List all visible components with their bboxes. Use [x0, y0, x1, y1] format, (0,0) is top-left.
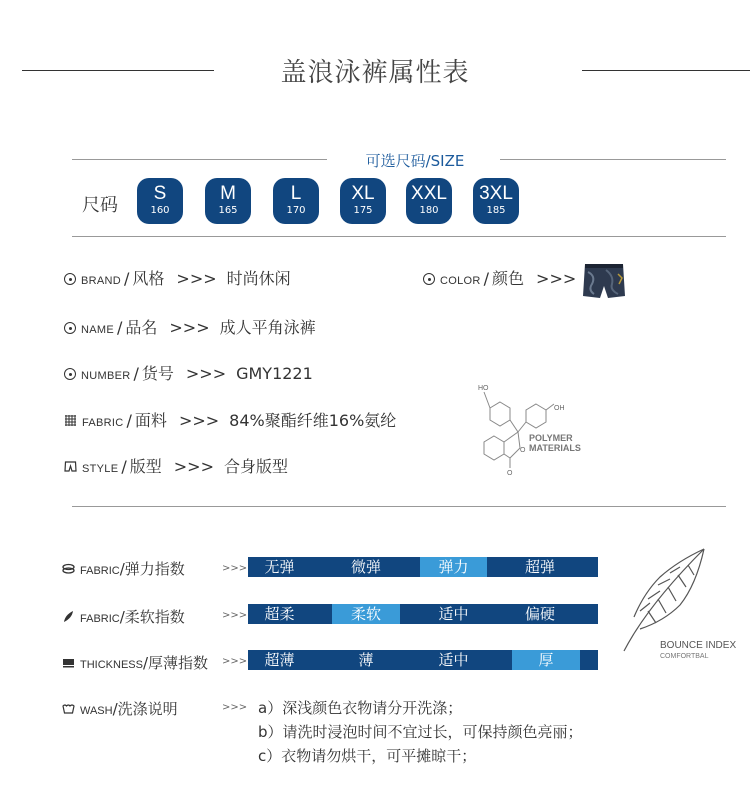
circle-dot-icon	[64, 273, 76, 285]
index-elasticity-label: FABRIC/弹力指数	[62, 558, 185, 579]
size-badge-xl	[340, 178, 386, 224]
elasticity-option-selected: 弹力	[420, 557, 487, 577]
wash-basin-icon	[62, 702, 75, 715]
size-code: M	[220, 183, 236, 204]
size-badge-l	[273, 178, 319, 224]
circle-dot-icon	[64, 368, 76, 380]
size-divider	[72, 236, 726, 237]
index-en: FABRIC	[80, 613, 120, 625]
attr-name: NAME / 品名 >>> 成人平角泳裤	[64, 315, 316, 338]
index-arrows: >>>	[222, 610, 248, 621]
size-label: 尺码	[82, 195, 118, 216]
attr-value: 时尚休闲	[226, 269, 291, 288]
attr-en: FABRIC	[82, 417, 124, 429]
attr-cn: 品名	[125, 318, 158, 337]
size-badge-m	[205, 178, 251, 224]
grid-icon	[64, 414, 77, 427]
attr-cn: 面料	[134, 411, 167, 430]
molecule-oh-right: OH	[554, 405, 565, 412]
attr-fabric: FABRIC / 面料 >>> 84%聚酯纤维16%氨纶	[64, 408, 396, 431]
size-height: 170	[286, 205, 306, 216]
attr-en: BRAND	[81, 275, 122, 287]
size-code: XL	[351, 183, 375, 204]
thickness-option-selected: 厚	[512, 650, 580, 670]
attr-cn: 版型	[129, 457, 162, 476]
size-height: 160	[150, 205, 170, 216]
elasticity-option: 超弹	[524, 558, 555, 576]
molecule-oh-top: HO	[478, 385, 489, 392]
bounce-index-label: BOUNCE INDEX	[660, 640, 737, 651]
index-cn: 柔软指数	[124, 608, 185, 626]
attr-arrows: >>>	[536, 269, 577, 288]
size-badge-3xl	[473, 178, 519, 224]
polymer-materials-label	[529, 433, 581, 453]
index-en: THICKNESS	[80, 659, 143, 671]
polymer-label: POLYMER	[529, 433, 573, 443]
attr-arrows: >>>	[169, 318, 210, 337]
attr-arrows: >>>	[176, 269, 217, 288]
wash-en: WASH	[80, 705, 113, 717]
size-rule-right	[500, 159, 726, 160]
attr-arrows: >>>	[178, 411, 220, 430]
size-code: XXL	[411, 183, 447, 204]
size-badge-xxl	[406, 178, 452, 224]
softness-option: 超柔	[264, 605, 295, 623]
size-rule-left	[72, 159, 327, 160]
comfort-label: COMFORTBAL	[660, 653, 709, 660]
attr-value: 84%聚酯纤维16%氨纶	[229, 411, 397, 430]
molecule-o-carbonyl: O	[507, 470, 513, 476]
attr-style: STYLE / 版型 >>> 合身版型	[64, 454, 288, 477]
spring-icon	[62, 562, 75, 575]
wash-line: c）衣物请勿烘干，可平摊晾干；	[258, 747, 477, 765]
wash-arrows: >>>	[222, 702, 248, 713]
attr-en: NAME	[81, 324, 114, 336]
size-height: 175	[353, 205, 373, 216]
page-title: 盖浪泳裤属性表	[280, 58, 470, 88]
thickness-option: 超薄	[264, 651, 295, 669]
attr-value: 成人平角泳裤	[219, 318, 316, 337]
attr-cn: 货号	[141, 364, 174, 383]
elasticity-option: 微弹	[350, 558, 381, 576]
thickness-option: 适中	[438, 651, 469, 669]
index-softness-label: FABRIC/柔软指数	[62, 606, 185, 627]
softness-option: 偏硬	[524, 605, 555, 623]
index-arrows: >>>	[222, 563, 248, 574]
attr-brand: BRAND / 风格 >>> 时尚休闲	[64, 266, 291, 289]
size-height: 180	[419, 205, 439, 216]
attr-en: COLOR	[440, 275, 481, 287]
softness-option: 适中	[438, 605, 469, 623]
index-arrows: >>>	[222, 656, 248, 667]
circle-dot-icon	[423, 273, 435, 285]
thickness-bar	[248, 650, 598, 670]
wash-line: b）请洗时浸泡时间不宜过长，可保持颜色亮丽；	[258, 723, 583, 741]
attr-number: NUMBER / 货号 >>> GMY1221	[64, 361, 313, 384]
index-en: FABRIC	[80, 565, 120, 577]
molecule-o-ring: O	[520, 447, 526, 454]
attr-value: 合身版型	[223, 457, 288, 476]
size-code: 3XL	[479, 183, 513, 204]
elasticity-bar	[248, 557, 598, 577]
size-code: S	[153, 183, 167, 204]
attr-en: NUMBER	[81, 370, 131, 382]
size-heading: 可选尺码/SIZE	[365, 152, 465, 170]
wash-line: a）深浅颜色衣物请分开洗涤；	[258, 699, 463, 717]
size-height: 165	[218, 205, 238, 216]
thickness-option: 薄	[358, 651, 374, 669]
attr-cn: 风格	[132, 269, 165, 288]
circle-dot-icon	[64, 322, 76, 334]
attr-arrows: >>>	[185, 364, 227, 383]
materials-label: MATERIALS	[529, 443, 581, 453]
wash-cn: 洗涤说明	[117, 700, 178, 718]
attr-value: GMY1221	[236, 364, 313, 383]
attr-arrows: >>>	[173, 457, 214, 476]
size-code: L	[290, 183, 302, 204]
size-height: 185	[486, 205, 506, 216]
attr-color: COLOR / 颜色 >>>	[423, 266, 576, 289]
index-thickness-label: THICKNESS/厚薄指数	[62, 652, 208, 673]
thickness-icon	[62, 656, 75, 669]
attr-divider	[72, 506, 726, 507]
title-rule-right	[582, 70, 750, 71]
attr-cn: 颜色	[492, 269, 525, 288]
index-cn: 厚薄指数	[148, 654, 209, 672]
size-badge-s	[137, 178, 183, 224]
attr-en: STYLE	[82, 463, 119, 475]
swim-trunks-swatch	[582, 262, 626, 300]
feather-icon	[62, 610, 75, 623]
molecule-icon	[474, 380, 594, 476]
elasticity-option: 无弹	[264, 558, 295, 576]
index-cn: 弹力指数	[124, 560, 185, 578]
shorts-icon	[64, 460, 77, 473]
softness-option-selected: 柔软	[332, 604, 400, 624]
softness-bar	[248, 604, 598, 624]
wash-label: WASH/洗涤说明	[62, 698, 178, 719]
